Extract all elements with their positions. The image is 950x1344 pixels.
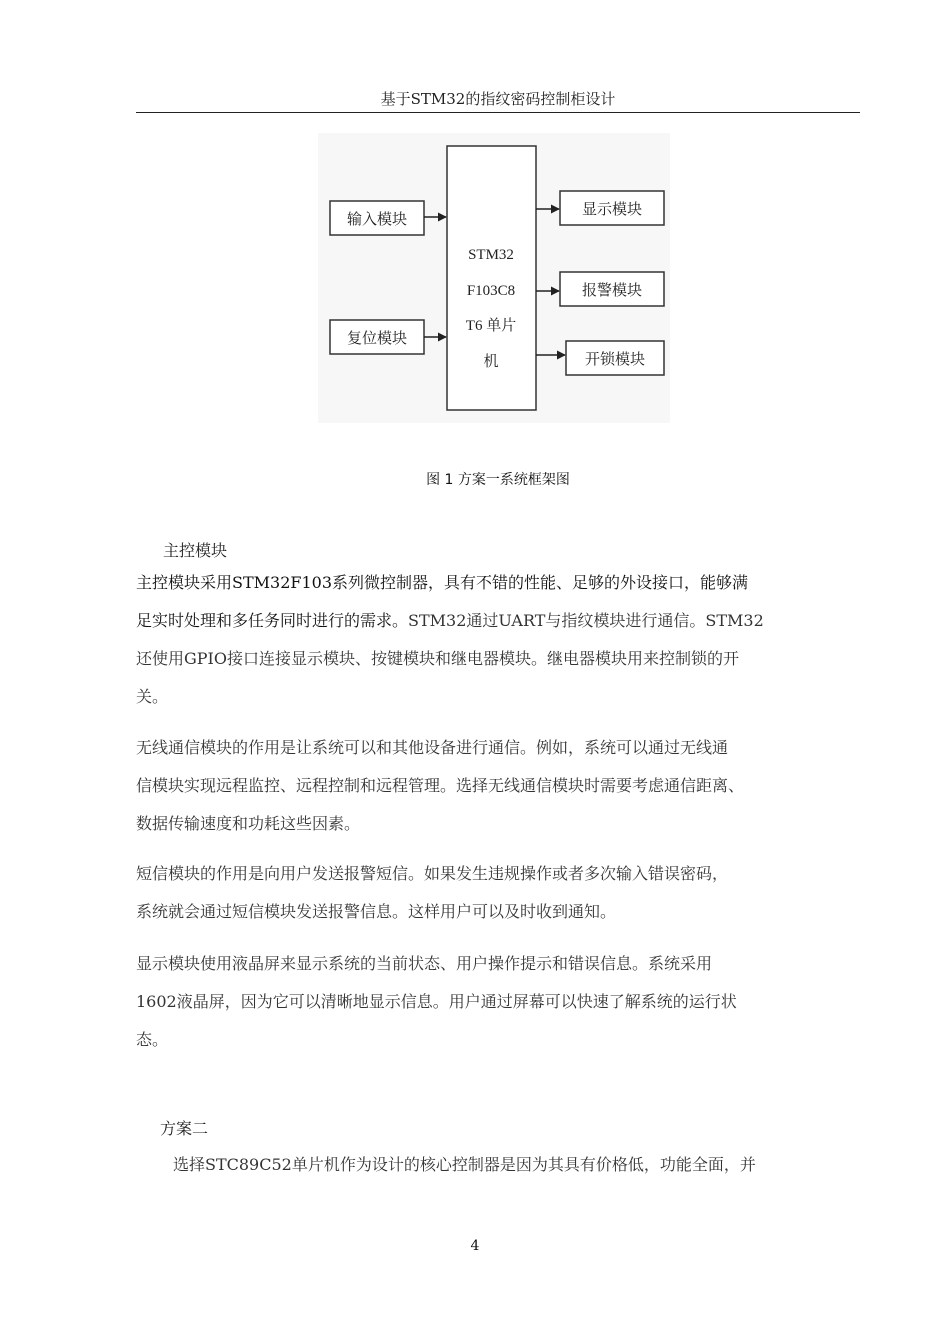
page-header-title: 基于STM32的指纹密码控制柜设计: [380, 90, 616, 108]
paragraph-line: 关。: [136, 687, 169, 706]
display-block-label: 显示模块: [581, 202, 643, 218]
alarm-block-label: 报警模块: [581, 283, 643, 299]
paragraph-wireless: [136, 729, 860, 843]
paragraph-line: 主控模块采用STM32F103系列微控制器，具有不错的性能、足够的外设接口，能够满: [136, 573, 749, 592]
paragraph-line: 数据传输速度和功耗这些因素。: [136, 814, 361, 833]
mcu-label-line2: F103C8: [466, 283, 516, 299]
paragraph-line: 还使用GPIO接口连接显示模块、按键模块和继电器模块。继电器模块用来控制锁的开: [136, 649, 739, 668]
mcu-block: [447, 146, 536, 410]
mcu-label-line4: 机: [483, 354, 499, 370]
reset-block-label: 复位模块: [346, 331, 408, 347]
paragraph-line: 短信模块的作用是向用户发送报警短信。如果发生违规操作或者多次输入错误密码，: [136, 864, 729, 883]
paragraph-line: 信模块实现远程监控、远程控制和远程管理。选择无线通信模块时需要考虑通信距离、: [136, 776, 745, 795]
mcu-label-line3: T6 单片: [465, 318, 517, 334]
input-block-label: 输入模块: [346, 212, 408, 228]
paragraph-line: 显示模块使用液晶屏来显示系统的当前状态、用户操作提示和错误信息。系统采用: [136, 954, 713, 973]
paragraph-line: 1602液晶屏，因为它可以清晰地显示信息。用户通过屏幕可以快速了解系统的运行状: [136, 992, 737, 1011]
paragraph-line: 选择STC89C52单片机作为设计的核心控制器是因为其具有价格低，功能全面，并: [173, 1155, 756, 1174]
paragraph-line: 无线通信模块的作用是让系统可以和其他设备进行通信。例如，系统可以通过无线通: [136, 738, 729, 757]
paragraph-text-span: 足实时处理和多任务同时进行的需求。: [136, 611, 409, 630]
figure-caption: 图 1 方案一系统框架图: [426, 472, 570, 488]
paragraph-display: [136, 945, 860, 1059]
paragraph-line: 系统就会通过短信模块发送报警信息。这样用户可以及时收到通知。: [136, 902, 617, 921]
mcu-label-line1: STM32: [468, 247, 514, 263]
paragraph-line: [136, 602, 860, 640]
system-block-diagram: [318, 133, 670, 423]
paragraph-plan-two: [173, 1146, 863, 1184]
header-rule: [136, 112, 860, 113]
page-number: 4: [470, 1238, 480, 1254]
paragraph-text-span: STM32通过UART与指纹模块进行通信。STM32: [408, 611, 764, 630]
paragraph-sms: [136, 855, 860, 931]
section-heading-plan-two: 方案二: [160, 1119, 209, 1138]
paragraph-line: 态。: [136, 1030, 169, 1049]
section-heading-main-control: 主控模块: [163, 541, 228, 560]
unlock-block-label: 开锁模块: [584, 352, 646, 368]
paragraph-main-control: [136, 564, 860, 716]
